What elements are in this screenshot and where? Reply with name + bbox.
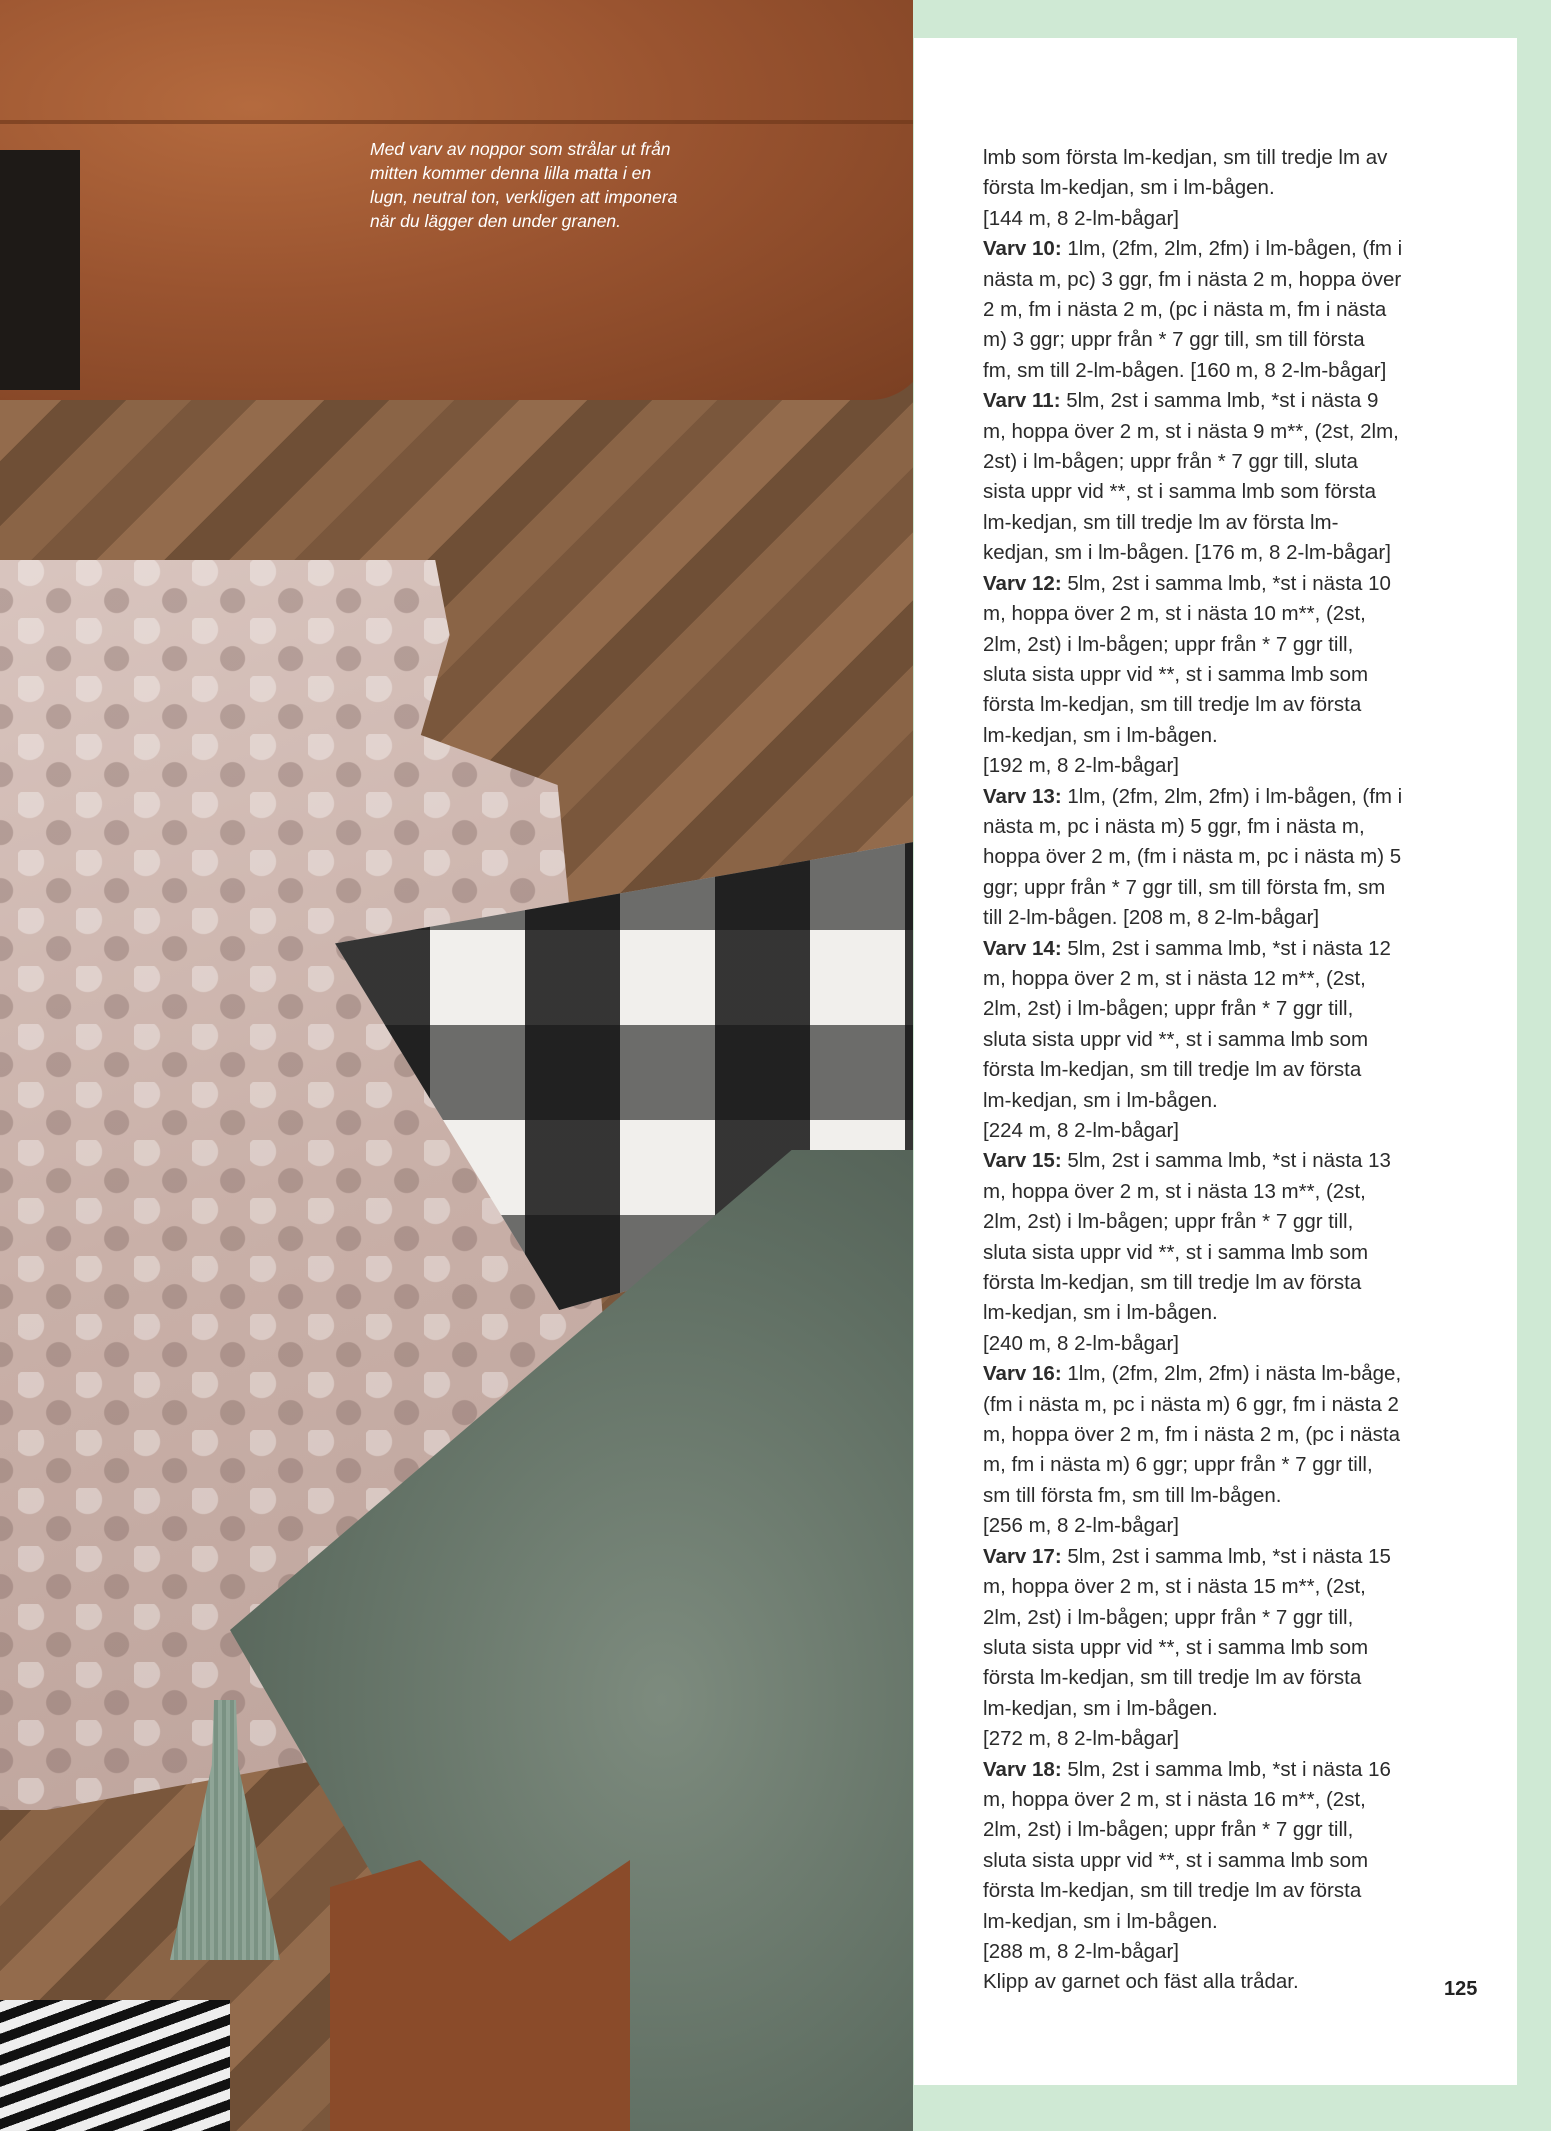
- text-line: sluta sista uppr vid **, st i samma lmb som: [983, 1635, 1369, 1659]
- text-line: första lm-kedjan, sm till tredje lm av första: [983, 1271, 1362, 1295]
- row-heading-line: [983, 386, 1453, 416]
- row-text: 1lm, (2fm, 2lm, 2fm) i lm-bågen, (fm i: [1061, 784, 1403, 808]
- caption-line: när du lägger den under granen.: [370, 211, 622, 231]
- text-line: lm-kedjan, sm i lm-bågen.: [983, 1301, 1218, 1325]
- text-line: [256 m, 8 2-lm-bågar]: [983, 1514, 1179, 1538]
- text-line: första lm-kedjan, sm i lm-bågen.: [983, 176, 1275, 200]
- text-line: första lm-kedjan, sm till tredje lm av första: [983, 1879, 1362, 1903]
- text-line: 2lm, 2st) i lm-bågen; uppr från * 7 ggr till,: [983, 1605, 1354, 1629]
- text-line: [288 m, 8 2-lm-bågar]: [983, 1939, 1179, 1963]
- text-line: m, hoppa över 2 m, st i nästa 10 m**, (2st,: [983, 602, 1366, 626]
- text-line: 2st) i lm-bågen; uppr från * 7 ggr till, sluta: [983, 450, 1358, 474]
- text-line: sm till första fm, sm till lm-bågen.: [983, 1483, 1282, 1507]
- text-line: [240 m, 8 2-lm-bågar]: [983, 1331, 1179, 1355]
- caption-line: mitten kommer denna lilla matta i en: [370, 163, 652, 183]
- text-line: första lm-kedjan, sm till tredje lm av första: [983, 693, 1362, 717]
- row-text: 5lm, 2st i samma lmb, *st i nästa 9: [1060, 389, 1379, 413]
- row-heading-line: [983, 1359, 1453, 1389]
- text-line: m, hoppa över 2 m, st i nästa 9 m**, (2st, 2lm,: [983, 419, 1399, 443]
- text-line: ggr; uppr från * 7 ggr till, sm till första fm, sm: [983, 875, 1386, 899]
- row-text: 5lm, 2st i samma lmb, *st i nästa 10: [1061, 571, 1391, 595]
- text-line: 2lm, 2st) i lm-bågen; uppr från * 7 ggr till,: [983, 1210, 1354, 1234]
- page-number: 125: [1444, 1978, 1478, 2000]
- text-line: 2lm, 2st) i lm-bågen; uppr från * 7 ggr till,: [983, 997, 1354, 1021]
- row-text: 1lm, (2fm, 2lm, 2fm) i lm-bågen, (fm i: [1061, 237, 1403, 261]
- caption-line: Med varv av noppor som strålar ut från: [370, 139, 671, 159]
- row-heading-line: [983, 1146, 1453, 1176]
- text-line: Klipp av garnet och fäst alla trådar.: [983, 1970, 1299, 1994]
- row-label: Varv 18:: [983, 1757, 1062, 1781]
- text-line: m, fm i nästa m) 6 ggr; uppr från * 7 ggr till,: [983, 1453, 1373, 1477]
- caption-line: lugn, neutral ton, verkligen att imponera: [370, 187, 678, 207]
- text-line: m, hoppa över 2 m, fm i nästa 2 m, (pc i nästa: [983, 1423, 1401, 1447]
- row-label: Varv 13:: [983, 784, 1062, 808]
- text-line: kedjan, sm i lm-bågen. [176 m, 8 2-lm-bågar]: [983, 541, 1391, 565]
- text-line: m) 3 ggr; uppr från * 7 ggr till, sm till första: [983, 328, 1365, 352]
- row-heading-line: [983, 569, 1453, 599]
- text-line: första lm-kedjan, sm till tredje lm av första: [983, 1666, 1362, 1690]
- text-line: sluta sista uppr vid **, st i samma lmb som: [983, 662, 1369, 686]
- text-line: sluta sista uppr vid **, st i samma lmb som: [983, 1848, 1369, 1872]
- text-line: 2lm, 2st) i lm-bågen; uppr från * 7 ggr till,: [983, 632, 1354, 656]
- row-label: Varv 11:: [983, 389, 1061, 413]
- row-label: Varv 10:: [983, 237, 1062, 261]
- row-heading-line: [983, 782, 1453, 812]
- text-line: 2 m, fm i nästa 2 m, (pc i nästa m, fm i nästa: [983, 298, 1387, 322]
- text-line: lm-kedjan, sm till tredje lm av första lm-: [983, 510, 1339, 534]
- text-line: hoppa över 2 m, (fm i nästa m, pc i nästa m) 5: [983, 845, 1402, 869]
- text-line: [192 m, 8 2-lm-bågar]: [983, 754, 1179, 778]
- photo-caption: [370, 137, 720, 233]
- text-line: lmb som första lm-kedjan, sm till tredje lm av: [983, 146, 1388, 169]
- text-line: sluta sista uppr vid **, st i samma lmb som: [983, 1240, 1369, 1264]
- text-line: 2lm, 2st) i lm-bågen; uppr från * 7 ggr till,: [983, 1818, 1354, 1842]
- text-line: nästa m, pc) 3 ggr, fm i nästa 2 m, hoppa över: [983, 267, 1402, 291]
- text-line: m, hoppa över 2 m, st i nästa 13 m**, (2st,: [983, 1179, 1366, 1203]
- row-heading-line: [983, 1542, 1453, 1572]
- text-line: till 2-lm-bågen. [208 m, 8 2-lm-bågar]: [983, 906, 1320, 930]
- striped-gift: [0, 2000, 230, 2131]
- row-heading-line: [983, 1755, 1453, 1785]
- text-line: fm, sm till 2-lm-bågen. [160 m, 8 2-lm-bågar]: [983, 358, 1387, 382]
- row-label: Varv 12:: [983, 571, 1062, 595]
- text-line: lm-kedjan, sm i lm-bågen.: [983, 1088, 1218, 1112]
- text-line: nästa m, pc i nästa m) 5 ggr, fm i nästa m,: [983, 814, 1365, 838]
- text-line: lm-kedjan, sm i lm-bågen.: [983, 1696, 1218, 1720]
- row-text: 5lm, 2st i samma lmb, *st i nästa 15: [1061, 1544, 1391, 1568]
- row-text: 5lm, 2st i samma lmb, *st i nästa 12: [1061, 936, 1391, 960]
- text-line: lm-kedjan, sm i lm-bågen.: [983, 723, 1218, 747]
- text-line: sista uppr vid **, st i samma lmb som första: [983, 480, 1377, 504]
- sofa-leg: [0, 150, 80, 390]
- sofa-seam: [0, 120, 913, 124]
- row-heading-line: [983, 934, 1453, 964]
- text-line: första lm-kedjan, sm till tredje lm av första: [983, 1058, 1362, 1082]
- pattern-instructions: [983, 143, 1453, 1998]
- text-line: [144 m, 8 2-lm-bågar]: [983, 206, 1179, 230]
- text-line: sluta sista uppr vid **, st i samma lmb som: [983, 1027, 1369, 1051]
- row-label: Varv 14:: [983, 936, 1062, 960]
- row-label: Varv 15:: [983, 1149, 1062, 1173]
- row-heading-line: [983, 234, 1453, 264]
- row-label: Varv 17:: [983, 1544, 1062, 1568]
- row-text: 5lm, 2st i samma lmb, *st i nästa 16: [1061, 1757, 1391, 1781]
- text-line: [224 m, 8 2-lm-bågar]: [983, 1119, 1179, 1142]
- text-line: m, hoppa över 2 m, st i nästa 15 m**, (2st,: [983, 1575, 1366, 1599]
- text-line: (fm i nästa m, pc i nästa m) 6 ggr, fm i nästa 2: [983, 1392, 1399, 1416]
- row-text: 5lm, 2st i samma lmb, *st i nästa 13: [1061, 1149, 1391, 1173]
- text-line: m, hoppa över 2 m, st i nästa 12 m**, (2st,: [983, 966, 1366, 990]
- text-line: lm-kedjan, sm i lm-bågen.: [983, 1909, 1218, 1933]
- row-text: 1lm, (2fm, 2lm, 2fm) i nästa lm-båge,: [1061, 1362, 1402, 1386]
- text-line: m, hoppa över 2 m, st i nästa 16 m**, (2st,: [983, 1787, 1366, 1811]
- row-label: Varv 16:: [983, 1362, 1062, 1386]
- text-line: [272 m, 8 2-lm-bågar]: [983, 1727, 1179, 1751]
